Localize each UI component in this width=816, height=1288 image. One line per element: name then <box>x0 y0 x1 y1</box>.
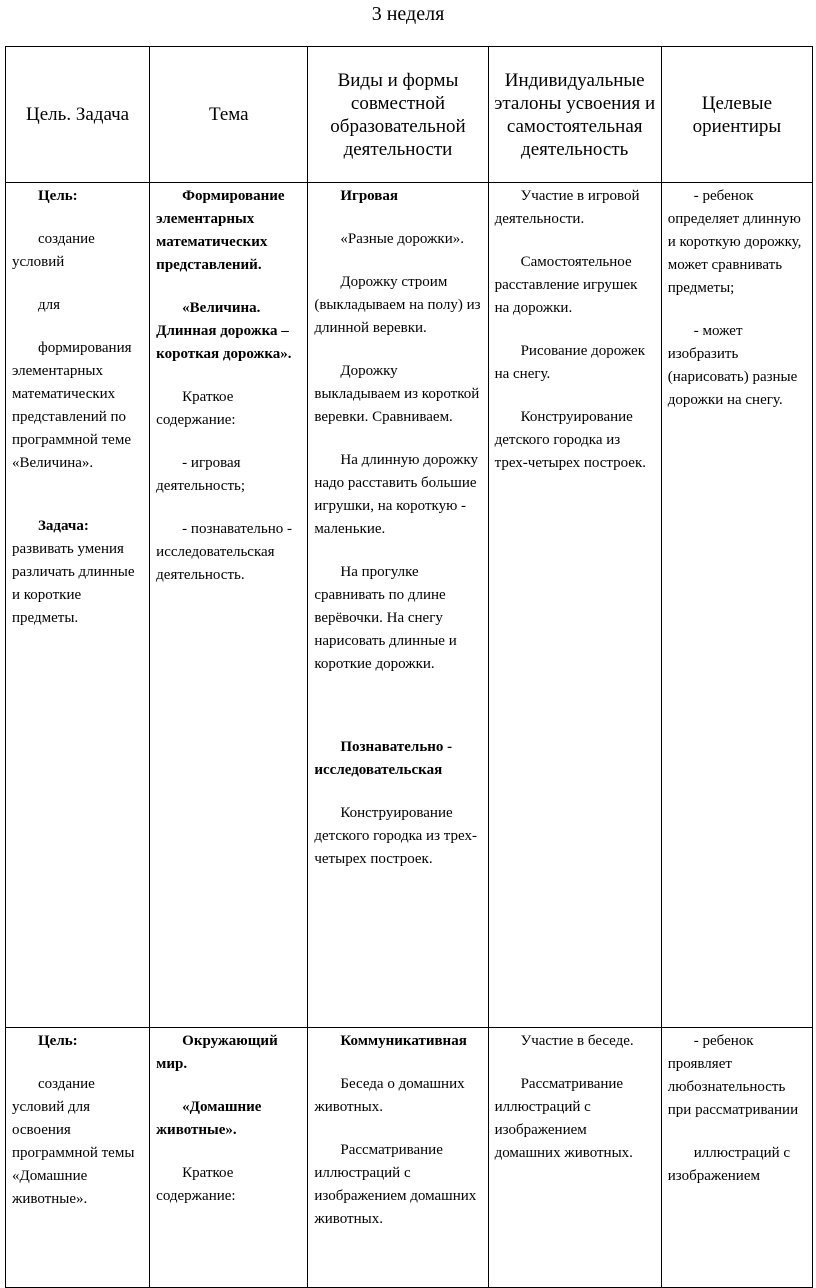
cell-individual <box>488 1028 661 1288</box>
page-title: 3 неделя <box>371 3 445 25</box>
individual-text: Рассматривание иллюстраций с изображением домашних животных. <box>494 1076 633 1161</box>
cell-forms <box>308 1028 488 1288</box>
forms-heading: Коммуникативная <box>340 1033 467 1049</box>
cell-forms <box>308 183 488 1028</box>
cell-topic <box>150 1028 308 1288</box>
topic-subtitle: «Домашние животные». <box>156 1099 262 1138</box>
forms-text: Дорожку строим (выкладываем на полу) из длинной веревки. <box>314 274 481 336</box>
topic-text: Краткое содержание: <box>156 1165 236 1204</box>
forms-text: «Разные дорожки». <box>340 231 464 247</box>
individual-text: Участие в беседе. <box>520 1033 634 1049</box>
individual-text: Участие в игровой деятельности. <box>494 188 640 227</box>
topic-title: Окружающий мир. <box>156 1033 278 1072</box>
goal-text: создание условий для освоения программной темы «Домашние животные». <box>12 1076 135 1207</box>
header-topic: Тема <box>150 47 308 183</box>
targets-text: - может изобразить (нарисовать) разные дорожки на снегу. <box>667 323 798 408</box>
goal-label: Цель: <box>38 188 78 204</box>
lesson-plan-table <box>5 46 813 1288</box>
cell-goal <box>6 1028 150 1288</box>
forms-text: На прогулке сравнивать по длине верёвочки. На снегу нарисовать длинные и короткие дорожки. <box>314 564 457 672</box>
topic-text: - познавательно - исследовательская деятельность. <box>156 521 293 583</box>
topic-text: - игровая деятельность; <box>156 455 246 494</box>
header-forms: Виды и формы совместной образовательной деятельности <box>308 47 488 183</box>
goal-label: Цель: <box>38 1033 78 1049</box>
cell-targets <box>661 183 812 1028</box>
forms-text: Дорожку выкладываем из короткой веревки. Сравниваем. <box>314 363 480 425</box>
topic-subtitle: «Величина. Длинная дорожка – короткая дорожка». <box>156 300 292 362</box>
forms-text: Беседа о домашних животных. <box>314 1076 465 1115</box>
targets-text: - ребенок проявляет любознательность при рассматривании <box>667 1033 799 1118</box>
header-individual: Индивидуальные эталоны усвоения и самостоятельная деятельность <box>488 47 661 183</box>
forms-heading: Игровая <box>340 188 399 204</box>
cell-topic <box>150 183 308 1028</box>
individual-text: Конструирование детского городка из трех-четырех построек. <box>494 409 646 471</box>
forms-heading: Познавательно - исследовательская <box>314 739 453 778</box>
targets-text: иллюстраций с изображением <box>667 1145 791 1184</box>
individual-text: Самостоятельное расставление игрушек на дорожки. <box>494 254 638 316</box>
targets-text: - ребенок определяет длинную и короткую дорожку, может сравнивать предметы; <box>667 188 802 296</box>
goal-text: создание условий <box>12 231 95 270</box>
topic-title: Формирование элементарных математических представлений. <box>156 188 285 273</box>
task-text: развивать умения различать длинные и короткие предметы. <box>12 541 135 626</box>
individual-text: Рисование дорожек на снегу. <box>494 343 645 382</box>
header-row <box>6 47 813 183</box>
cell-goal <box>6 183 150 1028</box>
forms-text: На длинную дорожку надо расставить большие игрушки, на короткую - маленькие. <box>314 452 478 537</box>
topic-text: Краткое содержание: <box>156 389 236 428</box>
task-label: Задача: <box>38 518 89 534</box>
cell-targets <box>661 1028 812 1288</box>
header-goal: Цель. Задача <box>6 47 150 183</box>
forms-text: Рассматривание иллюстраций с изображением домашних животных. <box>314 1142 477 1227</box>
header-targets: Целевые ориентиры <box>661 47 812 183</box>
forms-text: Конструирование детского городка из трех-четырех построек. <box>314 805 477 867</box>
goal-text: формирования элементарных математических представлений по программной теме «Величина». <box>12 340 132 471</box>
table-row <box>6 1028 813 1288</box>
cell-individual <box>488 183 661 1028</box>
goal-text: для <box>38 297 61 313</box>
table-row <box>6 183 813 1028</box>
